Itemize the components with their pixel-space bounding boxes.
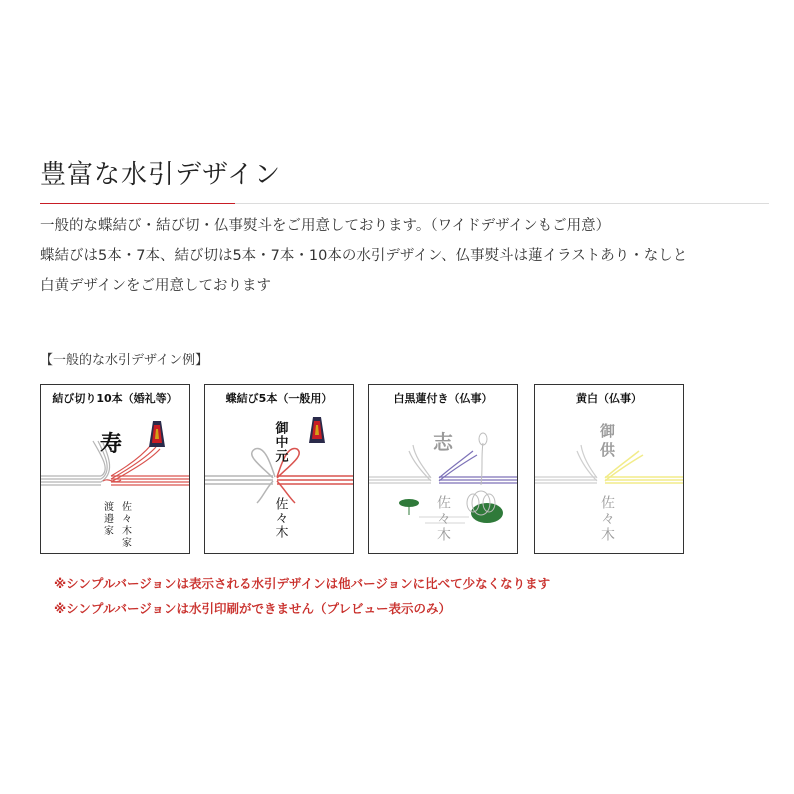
noshi-illustration	[535, 385, 683, 553]
name-text: 佐々木家	[119, 501, 131, 549]
card-title: 蝶結び5本（一般用）	[225, 392, 333, 405]
design-card-kishiro	[534, 384, 684, 554]
mizuhiki-cord-white	[535, 445, 597, 483]
noshi-illustration	[41, 385, 189, 553]
name-text: 渡邉家	[101, 501, 113, 537]
omote-text: 御中元	[272, 421, 288, 463]
title-underline	[235, 203, 769, 204]
noshi-illustration	[205, 385, 353, 553]
description	[40, 211, 780, 301]
notice-text: ※シンプルバージョンは水引印刷ができません（プレビュー表示のみ）	[54, 601, 451, 616]
notice-text: ※シンプルバージョンは表示される水引デザインは他バージョンに比べて少なくなります	[54, 576, 551, 591]
noshi-illustration	[369, 385, 517, 553]
noshi-ornament	[149, 421, 165, 447]
description-line: 一般的な蝶結び・結び切・仏事熨斗をご用意しております。（ワイドデザインもご用意）	[40, 218, 611, 234]
section-label: 【一般的な水引デザイン例】	[40, 353, 209, 368]
mizuhiki-cord-white	[369, 445, 431, 483]
description-line: 蝶結びは5本・7本、結び切は5本・7本・10本の水引デザイン、仏事熨斗は蓮イラストあり・なしと	[40, 248, 688, 264]
omote-text: 志	[433, 430, 453, 454]
name-text: 佐々木	[435, 495, 451, 543]
design-card-shirokuro-hasu	[368, 384, 518, 554]
description-line: 白黄デザインをご用意しております	[40, 278, 271, 294]
name-text: 佐々木	[272, 497, 288, 539]
card-title: 白黒蓮付き（仏事）	[393, 392, 493, 405]
mizuhiki-cord-purple	[439, 451, 517, 483]
card-title: 黄白（仏事）	[576, 392, 642, 405]
name-text: 佐々木	[599, 495, 615, 543]
mizuhiki-cord-gray	[205, 448, 275, 503]
design-card-chomusubi	[204, 384, 354, 554]
noshi-ornament	[309, 417, 325, 443]
design-card-musubikiri	[40, 384, 190, 554]
mizuhiki-cord-yellow	[605, 451, 683, 483]
omote-text: 御供	[598, 423, 616, 461]
card-title: 結び切り10本（婚礼等）	[52, 392, 178, 405]
title-underline-accent	[40, 203, 235, 204]
omote-text: 寿	[99, 431, 123, 457]
mizuhiki-cord-red	[277, 448, 353, 503]
page-title: 豊富な水引デザイン	[40, 160, 282, 190]
